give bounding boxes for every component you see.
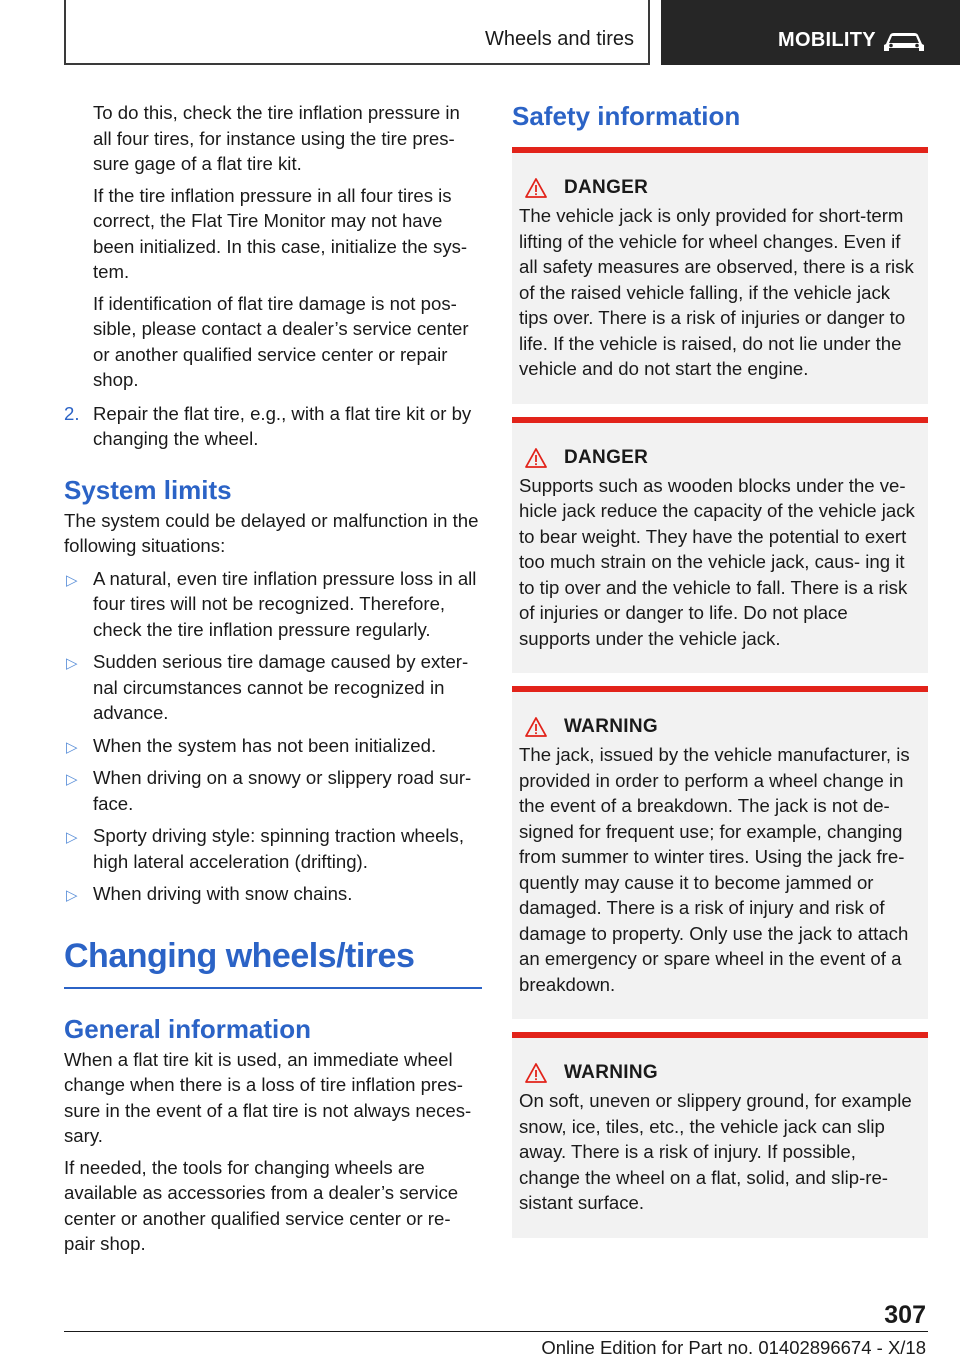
system-limits-heading: System limits bbox=[64, 474, 232, 505]
bullet-text: A natural, even tire inflation pressure loss in all four tires will not be recognized. Therefore, check the tire inflation pressure regularly. bbox=[93, 567, 477, 640]
warning-label: DANGER bbox=[564, 177, 649, 198]
list-item bbox=[64, 733, 482, 759]
triangle-bullet-icon: ▷ bbox=[66, 571, 78, 589]
general-info-paragraph-2: If needed, the tools for changing wheels are available as accessories from a dealer’s service center or another qualified service center or re‐ pair shop. bbox=[64, 1156, 459, 1254]
warning-label: WARNING bbox=[564, 716, 658, 737]
warning-text: The vehicle jack is only provided for short-term lifting of the vehicle for wheel changes. Even if all safety measures are observed, there is a risk of the raised vehicle falling, if the vehicle jack tips over. There is a risk of injuries or danger to life. If the vehicle is raised, do not lie under the vehicle and do not start the engine. bbox=[519, 205, 914, 379]
bullet-text: When driving on a snowy or slippery road sur‐ face. bbox=[93, 767, 472, 814]
warning-box-danger-2 bbox=[512, 417, 928, 674]
car-icon bbox=[882, 30, 926, 54]
bullet-text: When the system has not been initialized. bbox=[93, 734, 437, 756]
list-item bbox=[64, 823, 482, 874]
warning-triangle-icon bbox=[525, 177, 547, 199]
triangle-bullet-icon: ▷ bbox=[66, 771, 78, 788]
left-column bbox=[64, 100, 482, 1257]
bullet-text: Sudden serious tire damage caused by exter‐ nal circumstances cannot be recognized in advance. bbox=[93, 651, 469, 723]
page-number: 307 bbox=[884, 1301, 926, 1329]
system-limits-intro: The system could be delayed or malfunction in the following situations: bbox=[64, 509, 479, 556]
bullet-text: When driving with snow chains. bbox=[93, 883, 353, 904]
header-left-rule bbox=[64, 0, 66, 64]
intro-paragraph-1: To do this, check the tire inflation pressure in all four tires, for instance using the tire pres‐ sure gage of a flat tire kit. bbox=[93, 102, 460, 174]
list-item bbox=[64, 881, 482, 907]
step-2 bbox=[64, 401, 482, 452]
heading-rule bbox=[64, 987, 482, 989]
list-item bbox=[64, 765, 482, 816]
intro-paragraph-3: If identification of flat tire damage is not pos‐ sible, please contact a dealer’s service center or another qualified service center or repair shop. bbox=[93, 292, 469, 390]
footer-rule bbox=[64, 1331, 928, 1332]
warning-box-danger-1 bbox=[512, 147, 928, 404]
general-information-heading: General information bbox=[64, 1013, 312, 1044]
step-text: Repair the flat tire, e.g., with a flat tire kit or by changing the wheel. bbox=[93, 402, 472, 449]
triangle-bullet-icon: ▷ bbox=[66, 655, 78, 672]
list-item bbox=[64, 566, 482, 643]
header-chapter-label: MOBILITY bbox=[778, 29, 876, 51]
list-item bbox=[64, 649, 482, 726]
warning-label: DANGER bbox=[564, 446, 649, 468]
general-info-paragraph-1: When a flat tire kit is used, an immediate wheel change when there is a loss of tire inflation pres‐ sure in the event of a flat tire is not always neces‐ sary. bbox=[64, 1048, 472, 1146]
warning-triangle-icon bbox=[525, 716, 547, 738]
triangle-bullet-icon: ▷ bbox=[66, 738, 78, 756]
changing-wheels-heading: Changing wheels/tires bbox=[64, 936, 415, 975]
safety-information-heading: Safety information bbox=[512, 101, 741, 131]
warning-triangle-icon bbox=[525, 447, 547, 469]
step-number: 2. bbox=[64, 402, 80, 424]
warning-text: The jack, issued by the vehicle manufacturer, is provided in order to perform a wheel change in the event of a breakdown. The jack is not de‐ signed for frequent use; for example, changing from summer to winter tires. Using the jack fre‐ quently may cause it to become jammed or damaged. There is a risk of injury and risk of damage to property. Only use the jack to attach an emergency or spare wheel in the event of a breakdown. bbox=[519, 744, 910, 995]
warning-box-warning-2 bbox=[512, 1032, 928, 1238]
warning-label: WARNING bbox=[564, 1062, 658, 1083]
footer-edition: Online Edition for Part no. 01402896674 - X/18 bbox=[541, 1337, 926, 1358]
warning-box-warning-1 bbox=[512, 686, 928, 1019]
warning-triangle-icon bbox=[525, 1062, 547, 1084]
header-bottom-rule bbox=[64, 63, 650, 65]
header-right-rule bbox=[648, 0, 650, 64]
intro-paragraph-2: If the tire inflation pressure in all four tires is correct, the Flat Tire Monitor may not have been initialized. In this case, initialize the sys‐ tem. bbox=[93, 184, 468, 282]
warning-text: Supports such as wooden blocks under the ve‐ hicle jack reduce the capacity of the vehicle jack to bear weight. They have the potential to exert too much strain on the vehicle jack, caus‐ ing it to tip over and the vehicle to fall. There is a risk of injuries or danger to life. Do not place supports under the vehicle jack. bbox=[519, 474, 915, 649]
right-column bbox=[512, 100, 928, 1238]
triangle-bullet-icon: ▷ bbox=[66, 887, 78, 904]
warning-text: On soft, uneven or slippery ground, for example snow, ice, tiles, etc., the vehicle jack can slip away. There is a risk of injury. If possible, change the wheel on a flat, solid, and slip-re‐ sistant surface. bbox=[519, 1090, 912, 1213]
header-section-title: Wheels and tires bbox=[485, 28, 634, 50]
bullet-text: Sporty driving style: spinning traction wheels, high lateral acceleration (drifting). bbox=[93, 825, 465, 872]
triangle-bullet-icon: ▷ bbox=[66, 829, 78, 846]
